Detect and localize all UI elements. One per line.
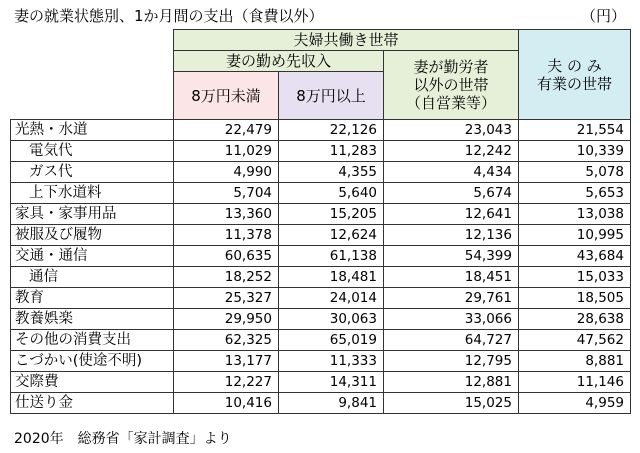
unit-label: （円） xyxy=(580,7,626,25)
cell-value: 11,146 xyxy=(519,372,631,393)
row-label: こづかい(使途不明) xyxy=(11,351,174,372)
cell-value: 12,227 xyxy=(174,372,279,393)
cell-value: 62,325 xyxy=(174,330,279,351)
cell-value: 12,641 xyxy=(384,204,519,225)
row-label: 交際費 xyxy=(11,372,174,393)
table-row xyxy=(11,372,631,393)
cell-value: 5,640 xyxy=(279,183,384,204)
table-row xyxy=(11,330,631,351)
cell-value: 12,136 xyxy=(384,225,519,246)
source-note: 2020年 総務省「家計調査」より xyxy=(14,431,232,447)
cell-value: 47,562 xyxy=(519,330,631,351)
row-label: 光熱・水道 xyxy=(11,120,174,141)
cell-value: 4,355 xyxy=(279,162,384,183)
cell-value: 9,841 xyxy=(279,393,384,414)
table-row xyxy=(11,141,631,162)
cell-value: 22,126 xyxy=(279,120,384,141)
table-row xyxy=(11,351,631,372)
cell-value: 18,505 xyxy=(519,288,631,309)
cell-value: 24,014 xyxy=(279,288,384,309)
cell-value: 13,177 xyxy=(174,351,279,372)
cell-value: 8,881 xyxy=(519,351,631,372)
table-row xyxy=(11,162,631,183)
cell-value: 21,554 xyxy=(519,120,631,141)
cell-value: 33,066 xyxy=(384,309,519,330)
header-wife-non-employee xyxy=(384,51,519,120)
header-corner xyxy=(11,30,174,120)
cell-value: 60,635 xyxy=(174,246,279,267)
cell-value: 43,684 xyxy=(519,246,631,267)
cell-value: 14,311 xyxy=(279,372,384,393)
cell-value: 10,416 xyxy=(174,393,279,414)
cell-value: 23,043 xyxy=(384,120,519,141)
table-row xyxy=(11,288,631,309)
header-under-80k: 8万円未満 xyxy=(174,72,279,120)
header-over-80k: 8万円以上 xyxy=(279,72,384,120)
cell-value: 5,653 xyxy=(519,183,631,204)
cell-value: 11,283 xyxy=(279,141,384,162)
cell-value: 25,327 xyxy=(174,288,279,309)
cell-value: 11,333 xyxy=(279,351,384,372)
cell-value: 10,995 xyxy=(519,225,631,246)
cell-value: 12,242 xyxy=(384,141,519,162)
cell-value: 10,339 xyxy=(519,141,631,162)
header-husband-only-line1: 夫 の み xyxy=(547,56,602,75)
cell-value: 18,481 xyxy=(279,267,384,288)
table-row xyxy=(11,246,631,267)
header-wife-non-employee-line1: 妻が勤労者 xyxy=(413,58,489,76)
row-label: 教育 xyxy=(11,288,174,309)
row-label: 交通・通信 xyxy=(11,246,174,267)
table-row xyxy=(11,120,631,141)
cell-value: 5,704 xyxy=(174,183,279,204)
cell-value: 64,727 xyxy=(384,330,519,351)
cell-value: 30,063 xyxy=(279,309,384,330)
cell-value: 11,029 xyxy=(174,141,279,162)
header-wife-non-employee-line2: 以外の世帯 xyxy=(413,76,489,94)
cell-value: 22,479 xyxy=(174,120,279,141)
cell-value: 28,638 xyxy=(519,309,631,330)
cell-value: 29,761 xyxy=(384,288,519,309)
row-label: 教養娯楽 xyxy=(11,309,174,330)
cell-value: 4,959 xyxy=(519,393,631,414)
row-label: 上下水道料 xyxy=(11,183,174,204)
cell-value: 5,078 xyxy=(519,162,631,183)
cell-value: 15,033 xyxy=(519,267,631,288)
cell-value: 29,950 xyxy=(174,309,279,330)
cell-value: 15,205 xyxy=(279,204,384,225)
table-row xyxy=(11,393,631,414)
table-row xyxy=(11,183,631,204)
row-label: 家具・家事用品 xyxy=(11,204,174,225)
cell-value: 65,019 xyxy=(279,330,384,351)
row-label: その他の消費支出 xyxy=(11,330,174,351)
cell-value: 4,434 xyxy=(384,162,519,183)
cell-value: 4,990 xyxy=(174,162,279,183)
cell-value: 18,252 xyxy=(174,267,279,288)
cell-value: 61,138 xyxy=(279,246,384,267)
row-label: ガス代 xyxy=(11,162,174,183)
header-wife-employee-income: 妻の勤め先収入 xyxy=(174,51,384,72)
cell-value: 12,881 xyxy=(384,372,519,393)
cell-value: 5,674 xyxy=(384,183,519,204)
header-husband-only-line2: 有業の世帯 xyxy=(536,74,612,93)
table-row xyxy=(11,309,631,330)
cell-value: 54,399 xyxy=(384,246,519,267)
header-husband-only xyxy=(519,30,631,120)
cell-value: 11,378 xyxy=(174,225,279,246)
row-label: 仕送り金 xyxy=(11,393,174,414)
header-dual-income: 夫婦共働き世帯 xyxy=(174,30,519,51)
row-label: 通信 xyxy=(11,267,174,288)
cell-value: 13,038 xyxy=(519,204,631,225)
expense-table xyxy=(10,29,631,414)
cell-value: 13,360 xyxy=(174,204,279,225)
table-row xyxy=(11,204,631,225)
header-wife-non-employee-line3: （自営業等） xyxy=(405,94,496,112)
row-label: 被服及び履物 xyxy=(11,225,174,246)
cell-value: 18,451 xyxy=(384,267,519,288)
table-row xyxy=(11,225,631,246)
table-row xyxy=(11,267,631,288)
cell-value: 12,624 xyxy=(279,225,384,246)
table-title: 妻の就業状態別、1か月間の支出（食費以外） xyxy=(14,7,324,25)
row-label: 電気代 xyxy=(11,141,174,162)
cell-value: 12,795 xyxy=(384,351,519,372)
cell-value: 15,025 xyxy=(384,393,519,414)
